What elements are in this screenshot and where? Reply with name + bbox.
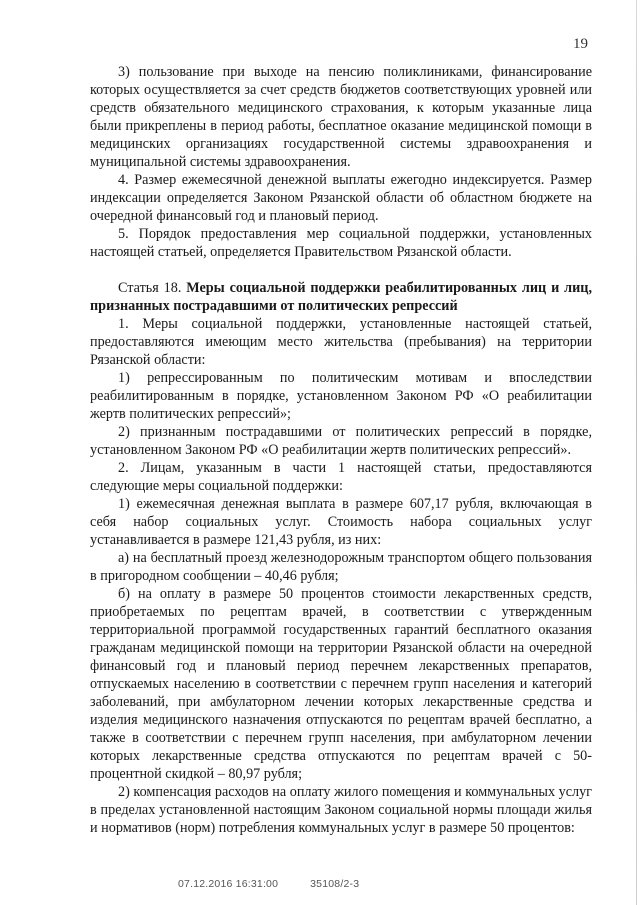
paragraph: 1) репрессированным по политическим мотивам и впоследствии реабилитированным в порядке, установленном Законом РФ «О реабилитации жертв политических репрессий»; [90, 370, 592, 422]
footer [178, 878, 359, 890]
footer-doc-id: 35108/2-3 [310, 878, 360, 890]
paragraph: 3) пользование при выходе на пенсию поликлиниками, финансирование которых осуществляется за счет средств бюджетов соответствующих уровней или средств обязательного медицинского страхования, к которым указанные лица были прикреплены в период работы, бесплатное оказание медицинской помощи в медицинских организациях государственной системы здравоохранения и муниципальной системы здравоохранения. [90, 64, 592, 170]
article-heading [90, 279, 592, 315]
paragraph: а) на бесплатный проезд железнодорожным транспортом общего пользования в пригородном сообщении – 40,46 рубля; [90, 550, 592, 584]
paragraph: 5. Порядок предоставления мер социальной поддержки, установленных настоящей статьей, определяется Правительством Рязанской области. [90, 226, 592, 260]
paragraph: 1. Меры социальной поддержки, установленные настоящей статьей, предоставляются имеющим место жительства (пребывания) на территории Рязанской области: [90, 316, 592, 368]
paragraph: 1) ежемесячная денежная выплата в размере 607,17 рубля, включающая в себя набор социальных услуг. Стоимость набора социальных услуг устанавливается в размере 121,43 рубля, из них: [90, 496, 592, 548]
paragraph: 2) признанным пострадавшими от политических репрессий в порядке, установленном Законом РФ «О реабилитации жертв политических репрессий». [90, 424, 592, 458]
page-number: 19 [573, 36, 588, 52]
paragraph: 2) компенсация расходов на оплату жилого помещения и коммунальных услуг в пределах установленной настоящим Законом социальной нормы площади жилья и нормативов (норм) потребления коммунальных услуг в размере 50 процентов: [90, 784, 592, 836]
paragraph: 2. Лицам, указанным в части 1 настоящей статьи, предоставляются следующие меры социальной поддержки: [90, 460, 592, 494]
article-title: Меры социальной поддержки реабилитированных лиц и лиц, признанных пострадавшими от политических репрессий [90, 280, 592, 314]
article-number: Статья 18. [118, 280, 187, 296]
scan-edge [636, 0, 637, 905]
body-text [90, 63, 592, 837]
paragraph: б) на оплату в размере 50 процентов стоимости лекарственных средств, приобретаемых по рецептам врачей, в соответствии с утвержденным территориальной программой государственных гарантий бесплатного оказания гражданам медицинской помощи на территории Рязанской области на очередной финансовый год и плановый период перечнем лекарственных препаратов, отпускаемых населению в соответствии с перечнем групп населения и категорий заболеваний, при амбулаторном лечении которых лекарственные средства и изделия медицинского назначения отпускаются по рецептам врачей бесплатно, а также в соответствии с перечнем групп населения, при амбулаторном лечении которых лекарственные средства отпускаются по рецептам врачей с 50-процентной скидкой – 80,97 рубля; [90, 586, 592, 782]
footer-datetime: 07.12.2016 16:31:00 [178, 878, 279, 890]
paragraph: 4. Размер ежемесячной денежной выплаты ежегодно индексируется. Размер индексации определяется Законом Рязанской области об областном бюджете на очередной финансовый год и плановый период. [90, 172, 592, 224]
